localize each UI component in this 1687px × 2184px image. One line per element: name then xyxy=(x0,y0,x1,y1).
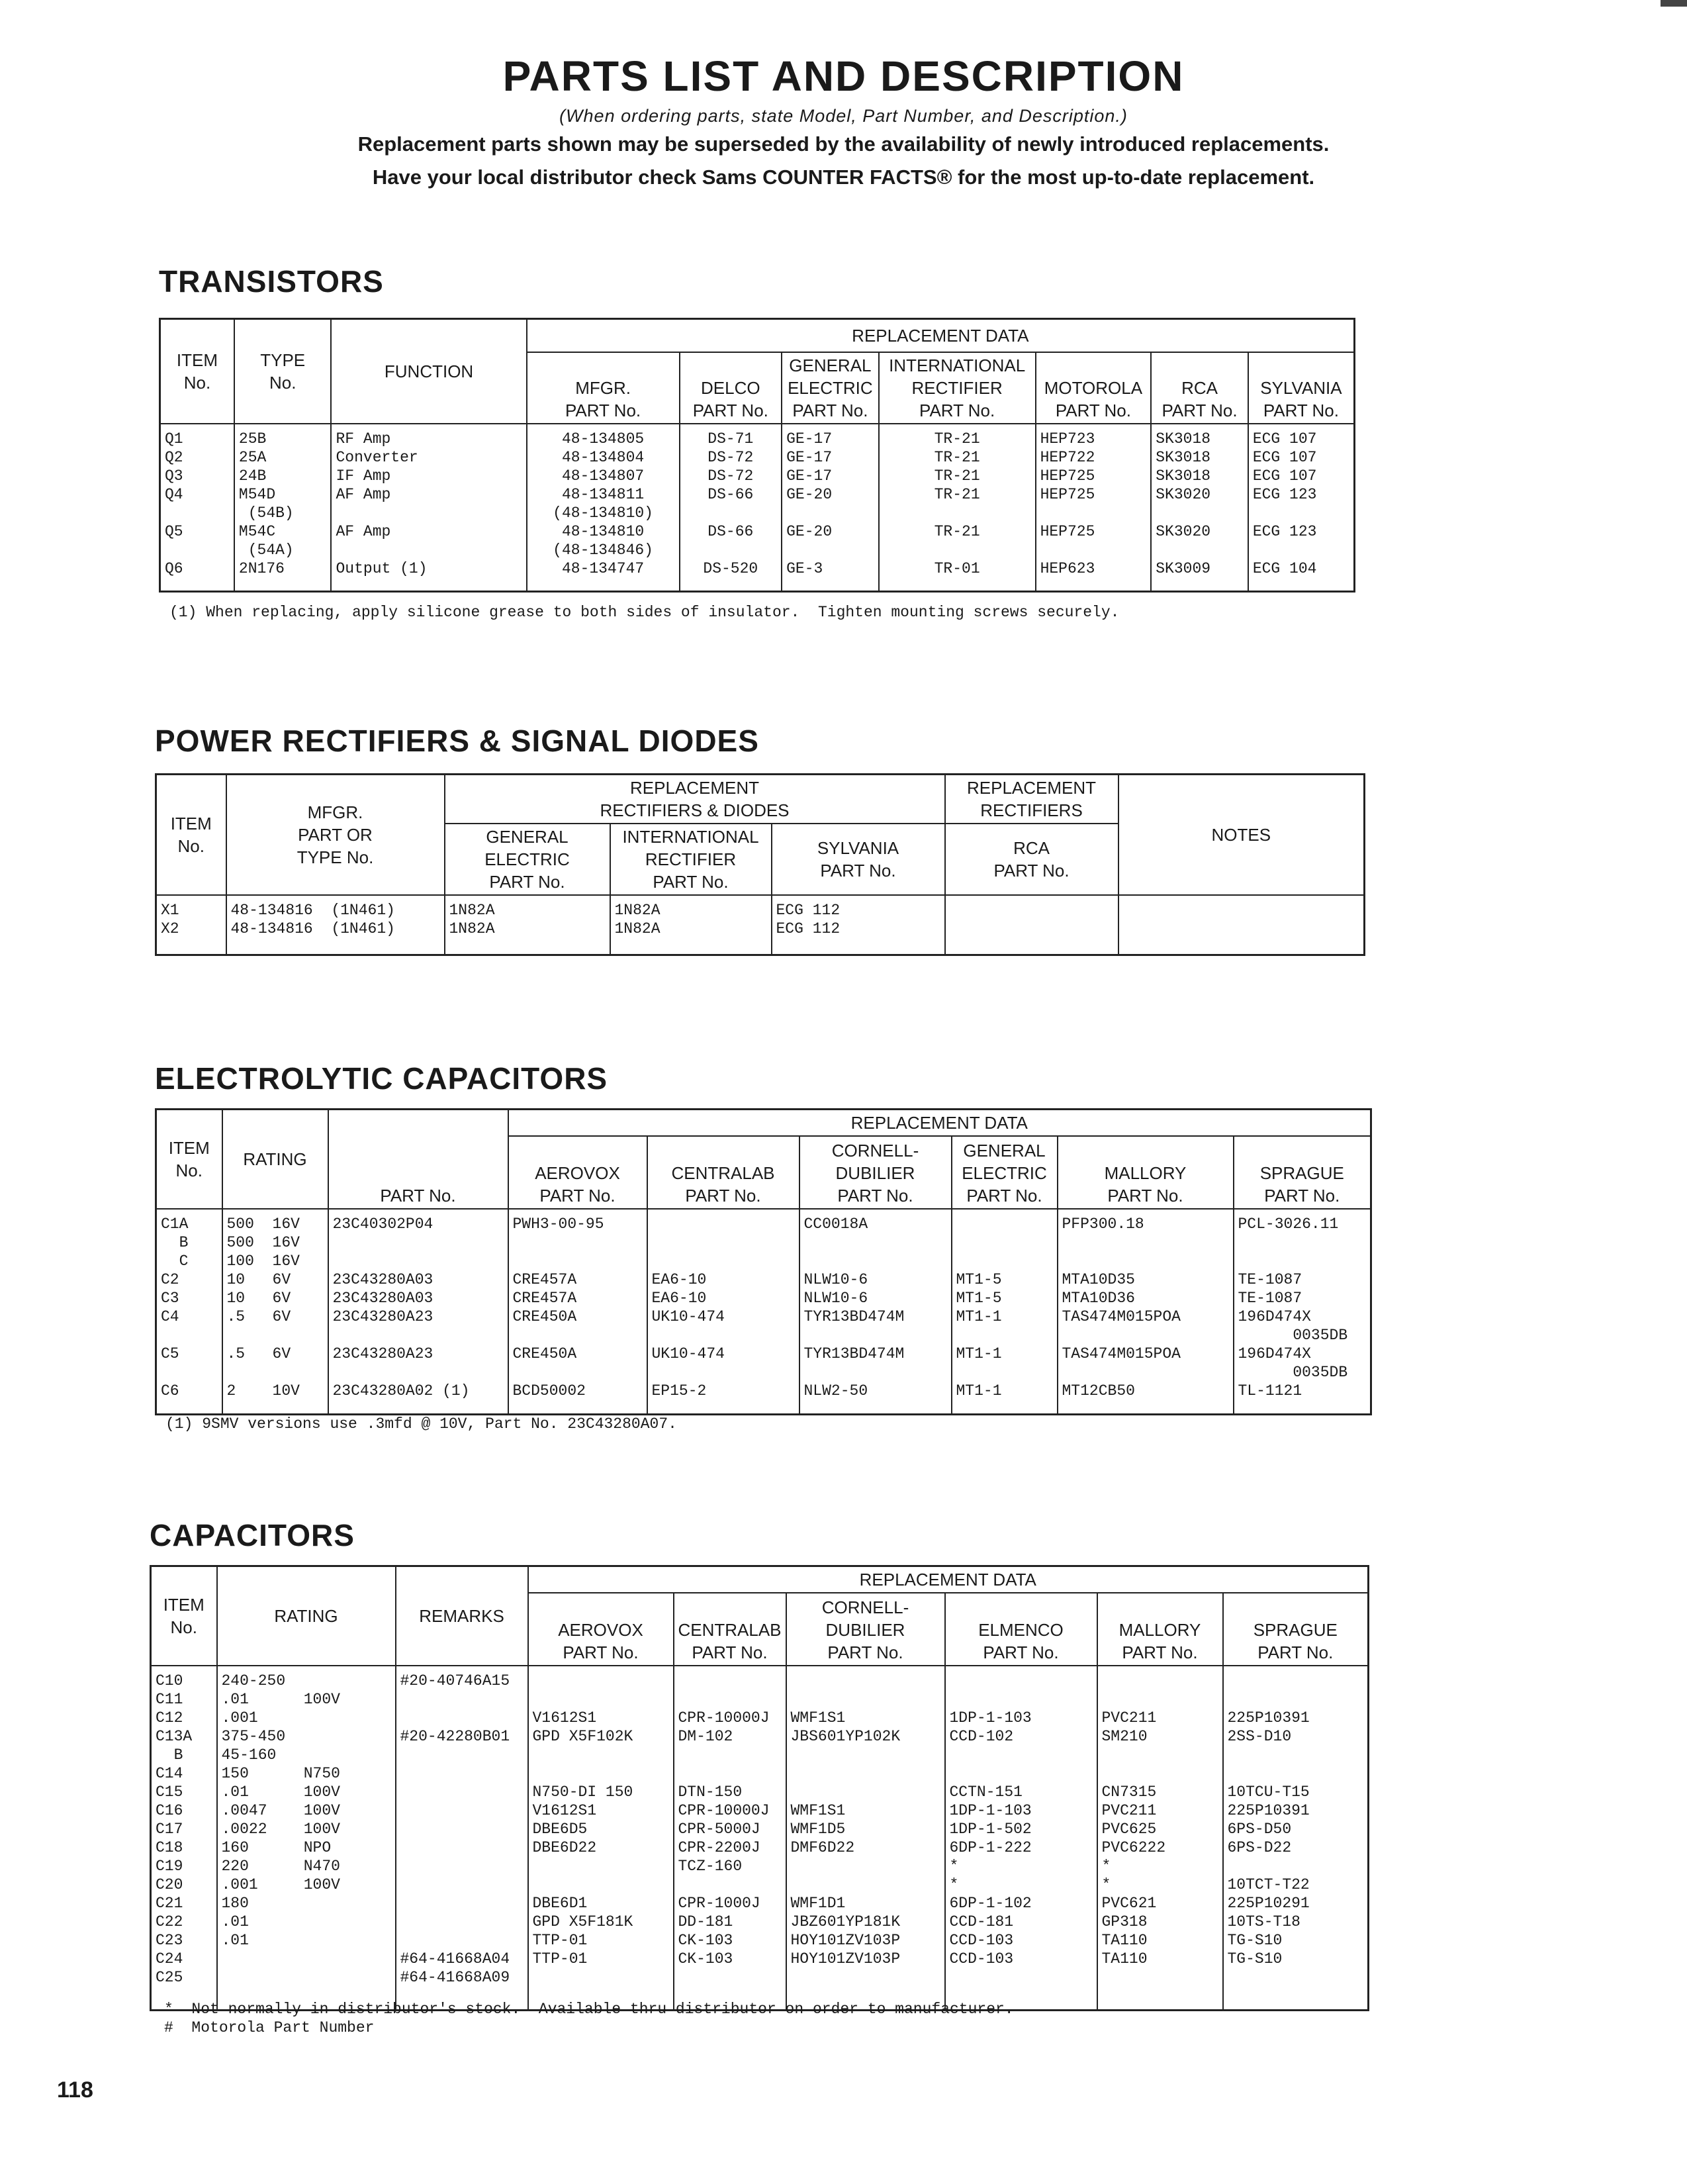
column-motorola-values: HEP723 HEP722 HEP725 HEP725 HEP725 HEP623 xyxy=(1036,424,1152,592)
column-delco-values: DS-71 DS-72 DS-72 DS-66 DS-66 DS-520 xyxy=(680,424,782,592)
header-cornell-dubilier-part: CORNELL- DUBILIER PART No. xyxy=(786,1593,945,1666)
column-mallory-values: PFP300.18 MTA10D35 MTA10D36 TAS474M015POA TAS474M015POA MT12CB50 xyxy=(1058,1209,1234,1414)
column-type-values: 25B 25A 24B M54D (54B) M54C (54A) 2N176 xyxy=(234,424,332,592)
header-ge-part: GENERAL ELECTRIC PART No. xyxy=(952,1136,1058,1209)
header-rating: RATING xyxy=(217,1566,396,1666)
header-sprague-part: SPRAGUE PART No. xyxy=(1234,1136,1371,1209)
column-cornell-values: CC0018A NLW10-6 NLW10-6 TYR13BD474M TYR13BD474M NLW2-50 xyxy=(799,1209,952,1414)
column-aerovox-values: V1612S1 GPD X5F102K N750-DI 150 V1612S1 DBE6D5 DBE6D22 DBE6D1 GPD X5F181K TTP-01 TTP-01 xyxy=(528,1666,674,2010)
header-sylvania-part: SYLVANIA PART No. xyxy=(1248,352,1355,424)
capacitors-table xyxy=(150,1565,1369,2011)
header-sprague-part: SPRAGUE PART No. xyxy=(1223,1593,1369,1666)
header-rca-part: RCA PART No. xyxy=(1151,352,1248,424)
header-function: FUNCTION xyxy=(331,319,526,424)
column-item-values: X1 X2 xyxy=(156,895,226,955)
header-mallory-part: MALLORY PART No. xyxy=(1058,1136,1234,1209)
column-mfgr-values: 48-134805 48-134804 48-134807 48-134811 (48-134810) 48-134810 (48-134846) 48-134747 xyxy=(527,424,680,592)
page-number: 118 xyxy=(57,2077,93,2103)
header-ge-part: GENERAL ELECTRIC PART No. xyxy=(445,824,610,895)
header-item-no: ITEM No. xyxy=(151,1566,217,1666)
column-rca-values xyxy=(945,895,1118,955)
replacement-notice-line-1: Replacement parts shown may be superseded by the availability of newly introduced replacements. xyxy=(357,132,1330,156)
header-replacement-data: REPLACEMENT DATA xyxy=(527,319,1355,352)
capacitors-footnote-hash: # Motorola Part Number xyxy=(164,2019,375,2036)
column-aerovox-values: PWH3-00-95 CRE457A CRE457A CRE450A CRE450A BCD50002 xyxy=(508,1209,647,1414)
column-rating-values: 500 16V 500 16V 100 16V 10 6V 10 6V .5 6V .5 6V 2 10V xyxy=(222,1209,328,1414)
header-centralab-part: CENTRALAB PART No. xyxy=(674,1593,786,1666)
header-notes: NOTES xyxy=(1118,775,1365,896)
page-title: PARTS LIST AND DESCRIPTION xyxy=(502,52,1185,100)
header-replacement-rectifiers-diodes: REPLACEMENT RECTIFIERS & DIODES xyxy=(445,775,945,824)
column-centralab-values: EA6-10 EA6-10 UK10-474 UK10-474 EP15-2 xyxy=(647,1209,799,1414)
page-subtitle: (When ordering parts, state Model, Part Number, and Description.) xyxy=(559,106,1128,126)
header-item-no: ITEM No. xyxy=(156,775,226,896)
column-cornell-values: WMF1S1 JBS601YP102K WMF1S1 WMF1D5 DMF6D22 WMF1D1 JBZ601YP181K HOY101ZV103P HOY101ZV103P xyxy=(786,1666,945,2010)
transistors-table xyxy=(159,318,1355,593)
column-elmenco-values: 1DP-1-103 CCD-102 CCTN-151 1DP-1-103 1DP-1-502 6DP-1-222 * * 6DP-1-102 CCD-181 CCD-103 CCD-103 xyxy=(945,1666,1097,2010)
header-replacement-data: REPLACEMENT DATA xyxy=(508,1110,1371,1137)
column-ge-values: 1N82A 1N82A xyxy=(445,895,610,955)
header-ir-part: INTERNATIONAL RECTIFIER PART No. xyxy=(610,824,772,895)
diodes-table xyxy=(155,773,1365,956)
column-item-values: C1A B C C2 C3 C4 C5 C6 xyxy=(156,1209,222,1414)
column-centralab-values: CPR-10000J DM-102 DTN-150 CPR-10000J CPR-5000J CPR-2200J TCZ-160 CPR-1000J DD-181 CK-103 CK-103 xyxy=(674,1666,786,2010)
column-item-values: Q1 Q2 Q3 Q4 Q5 Q6 xyxy=(160,424,234,592)
column-sprague-values: 225P10391 2SS-D10 10TCU-T15 225P10391 6PS-D50 6PS-D22 10TCT-T22 225P10291 10TS-T18 TG-S10 TG-S10 xyxy=(1223,1666,1369,2010)
header-elmenco-part: ELMENCO PART No. xyxy=(945,1593,1097,1666)
header-part-no: PART No. xyxy=(328,1110,508,1210)
header-ir-part: INTERNATIONAL RECTIFIER PART No. xyxy=(879,352,1036,424)
header-rating: RATING xyxy=(222,1110,328,1210)
header-item-no: ITEM No. xyxy=(156,1110,222,1210)
header-mfgr-part-or-type: MFGR. PART OR TYPE No. xyxy=(226,775,445,896)
header-replacement-rectifiers: REPLACEMENT RECTIFIERS xyxy=(945,775,1118,824)
transistors-footnote: (1) When replacing, apply silicone grease to both sides of insulator. Tighten mounting screws securely. xyxy=(169,604,1120,621)
scan-edge-mark xyxy=(1661,0,1687,7)
header-centralab-part: CENTRALAB PART No. xyxy=(647,1136,799,1209)
column-ir-values: 1N82A 1N82A xyxy=(610,895,772,955)
section-title-electrolytic: ELECTROLYTIC CAPACITORS xyxy=(155,1061,608,1096)
header-aerovox-part: AEROVOX PART No. xyxy=(508,1136,647,1209)
header-sylvania-part: SYLVANIA PART No. xyxy=(772,824,945,895)
column-notes-values xyxy=(1118,895,1365,955)
header-item-no: ITEM No. xyxy=(160,319,234,424)
section-title-capacitors: CAPACITORS xyxy=(150,1518,355,1552)
header-replacement-data: REPLACEMENT DATA xyxy=(528,1566,1369,1593)
header-rca-part: RCA PART No. xyxy=(945,824,1118,895)
column-mallory-values: PVC211 SM210 CN7315 PVC211 PVC625 PVC6222 * * PVC621 GP318 TA110 TA110 xyxy=(1097,1666,1223,2010)
header-delco-part: DELCO PART No. xyxy=(680,352,782,424)
electrolytic-footnote: (1) 9SMV versions use .3mfd @ 10V, Part No. 23C43280A07. xyxy=(165,1415,677,1433)
column-ge-values: MT1-5 MT1-5 MT1-1 MT1-1 MT1-1 xyxy=(952,1209,1058,1414)
column-part-values: 23C40302P04 23C43280A03 23C43280A03 23C43280A23 23C43280A23 23C43280A02 (1) xyxy=(328,1209,508,1414)
column-sprague-values: PCL-3026.11 TE-1087 TE-1087 196D474X 0035DB 196D474X 0035DB TL-1121 xyxy=(1234,1209,1371,1414)
electrolytic-table xyxy=(155,1108,1372,1415)
header-ge-part: GENERAL ELECTRIC PART No. xyxy=(782,352,879,424)
column-ir-values: TR-21 TR-21 TR-21 TR-21 TR-21 TR-01 xyxy=(879,424,1036,592)
column-rating-values: 240-250 .01 100V .001 375-450 45-160 150 N750 .01 100V .0047 100V .0022 100V 160 NPO 220 N470 .001 100V 180 .01 .01 xyxy=(217,1666,396,2010)
section-title-transistors: TRANSISTORS xyxy=(159,264,384,299)
column-mfgr-values: 48-134816 (1N461) 48-134816 (1N461) xyxy=(226,895,445,955)
column-sylvania-values: ECG 107 ECG 107 ECG 107 ECG 123 ECG 123 ECG 104 xyxy=(1248,424,1355,592)
replacement-notice-line-2: Have your local distributor check Sams COUNTER FACTS® for the most up-to-date replacement. xyxy=(372,166,1315,189)
column-item-values: C10 C11 C12 C13A B C14 C15 C16 C17 C18 C19 C20 C21 C22 C23 C24 C25 xyxy=(151,1666,217,2010)
column-ge-values: GE-17 GE-17 GE-17 GE-20 GE-20 GE-3 xyxy=(782,424,879,592)
header-cornell-dubilier-part: CORNELL- DUBILIER PART No. xyxy=(799,1136,952,1209)
header-motorola-part: MOTOROLA PART No. xyxy=(1036,352,1152,424)
column-rca-values: SK3018 SK3018 SK3018 SK3020 SK3020 SK3009 xyxy=(1151,424,1248,592)
header-type-no: TYPE No. xyxy=(234,319,332,424)
header-remarks: REMARKS xyxy=(396,1566,528,1666)
header-mfgr-part: MFGR. PART No. xyxy=(527,352,680,424)
header-mallory-part: MALLORY PART No. xyxy=(1097,1593,1223,1666)
column-function-values: RF Amp Converter IF Amp AF Amp AF Amp Output (1) xyxy=(331,424,526,592)
section-title-diodes: POWER RECTIFIERS & SIGNAL DIODES xyxy=(155,724,759,758)
capacitors-footnote-asterisk: * Not normally in distributor's stock. Available thru distributor on order to manufacturer. xyxy=(164,2001,1014,2018)
header-aerovox-part: AEROVOX PART No. xyxy=(528,1593,674,1666)
column-remarks-values: #20-40746A15 #20-42280B01 #64-41668A04 #64-41668A09 xyxy=(396,1666,528,2010)
column-sylvania-values: ECG 112 ECG 112 xyxy=(772,895,945,955)
